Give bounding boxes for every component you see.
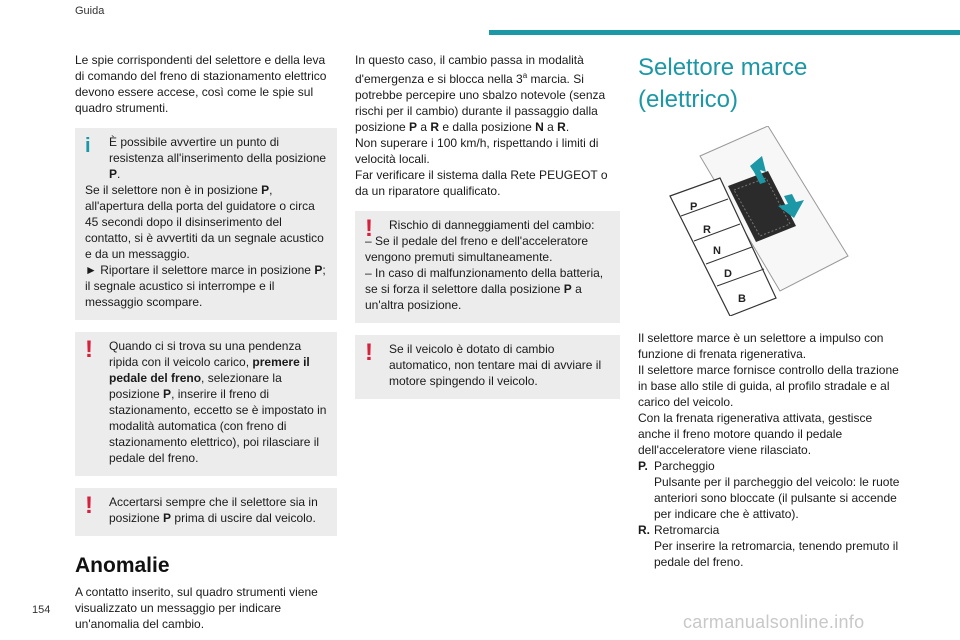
letter-b: B [738,293,746,305]
anomalie-paragraph: A contatto inserito, sul quadro strumenti viene visualizzato un messaggio per indicare un'anomalia del cambio. [75,585,318,631]
selector-paragraph-3: Con la frenata rigenerativa attivata, gestisce anche il freno motore quando il pedale dell'acceleratore viene rilasciato. [638,411,873,457]
warning-note-push-start: ! Se il veicolo è dotato di cambio automatico, non tentare mai di avviare il motore spingendo il veicolo. [355,335,620,399]
definition-reverse: R. Retromarcia Per inserire la retromarcia, tenendo premuto il pedale del freno. [638,523,899,569]
info-icon: i [85,135,91,157]
column-2 [355,52,620,399]
letter-n: N [713,245,721,257]
column-1 [75,52,337,632]
warning-note-damage: ! Rischio di danneggiamenti del cambio: – Se il pedale del freno e dell'acceleratore vengono premuti simultaneamente. – In caso di malfunzionamento della batteria, se si forza il selettore dalla posizione P a un'altra posizione. [355,211,620,323]
header-accent-bar [489,30,960,35]
gear-selector-svg [668,126,868,316]
info-note: i È possibile avvertire un punto di resistenza all'inserimento della posizione P. Se il selettore non è in posizione P, all'apertura della porta del guidatore o circa 45 secondi dopo il disinserimento del contatto, si è avvertiti da un segnale acustico e da un messaggio. ► Riportare il selettore marce in posizione P; il segnale acustico si interrompe e il messaggio scompare. [75,128,337,320]
definition-parking: P. Parcheggio Pulsante per il parcheggio del veicolo: le ruote anteriori sono bloccate (il pulsante si accende per indicare che è attivato). [638,459,900,521]
letter-r: R [703,224,711,236]
gear-selector-illustration [668,126,868,316]
warning-note-exit: ! Accertarsi sempre che il selettore sia in posizione P prima di uscire dal veicolo. [75,488,337,536]
running-header: Guida [75,5,105,17]
warning-icon: ! [365,339,373,366]
column-3 [638,52,906,570]
warning-icon: ! [85,492,93,519]
selector-paragraph-1: Il selettore marce è un selettore a impulso con funzione di frenata rigenerativa. [638,331,884,361]
intro-paragraph: Le spie corrispondenti del selettore e della leva di comando del freno di stazionamento elettrico devono essere accese, così come le spie sul quadro strumenti. [75,53,327,115]
warning-note-slope: ! Quando ci si trova su una pendenza ripida con il veicolo carico, premere il pedale del freno, selezionare la posizione P, inserire il freno di stazionamento, eccetto se è impostato in modalità automatica (con freno di stazionamento elettrico), poi rilasciare il pedale del freno. [75,332,337,476]
letter-d: D [724,268,732,280]
service-paragraph: Far verificare il sistema dalla Rete PEUGEOT o da un riparatore qualificato. [355,168,608,198]
watermark: carmanualsonline.info [683,612,865,632]
speed-limit-paragraph: Non superare i 100 km/h, rispettando i limiti di velocità locali. [355,136,599,166]
section-title-selettore: Selettore marce (elettrico) [638,54,808,113]
warning-icon: ! [365,215,373,242]
warning-icon: ! [85,336,93,363]
page-number: 154 [32,604,51,616]
emergency-paragraph: In questo caso, il cambio passa in modalità d'emergenza e si blocca nella 3$^a$ marcia. Si potrebbe percepire uno sbalzo notevole (senza rischi per il cambio) durante il passaggio dalla posizione P a R e dalla posizione N a R. [355,53,606,134]
section-title-anomalie: Anomalie [75,554,170,577]
letter-p: P [690,201,698,213]
selector-paragraph-2: Il selettore marce fornisce controllo della trazione in base allo stile di guida, al profilo stradale e al carico del veicolo. [638,363,899,409]
